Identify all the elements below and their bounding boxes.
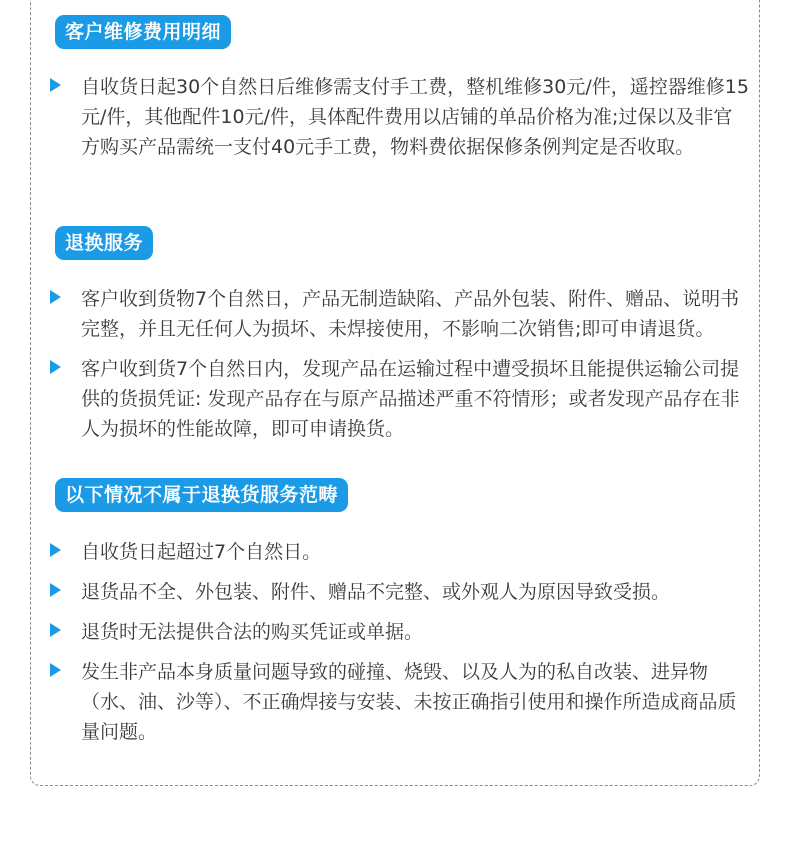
section-title-repair-fees: 客户维修费用明细 bbox=[55, 15, 231, 49]
triangle-right-icon bbox=[50, 360, 61, 374]
triangle-right-icon bbox=[50, 623, 61, 637]
list-item-text: 客户收到货7个自然日内，发现产品在运输过程中遭受损坏且能提供运输公司提供的货损凭证: 发现产品存在与原产品描述严重不符情形；或者发现产品存在非人为损坏的性能故障，即可申请换货。 bbox=[81, 358, 740, 440]
section-title-exclusions: 以下情况不属于退换货服务范畴 bbox=[55, 478, 348, 512]
list-item-text: 自收货日起30个自然日后维修需支付手工费，整机维修30元/件，遥控器维修15元/件，其他配件10元/件，具体配件费用以店铺的单品价格为准;过保以及非官方购买产品需统一支付40元手工费，物料费依据保修条例判定是否收取。 bbox=[81, 76, 749, 158]
list-item bbox=[50, 284, 750, 344]
list-item bbox=[50, 657, 750, 747]
triangle-right-icon bbox=[50, 583, 61, 597]
section-title-return-exchange: 退换服务 bbox=[55, 226, 153, 260]
list-item bbox=[50, 617, 750, 647]
triangle-right-icon bbox=[50, 543, 61, 557]
list-item-text: 自收货日起超过7个自然日。 bbox=[81, 541, 322, 563]
list-item bbox=[50, 537, 750, 567]
list-item-text: 发生非产品本身质量问题导致的碰撞、烧毁、以及人为的私自改装、进异物（水、油、沙等）、不正确焊接与安装、未按正确指引使用和操作所造成商品质量问题。 bbox=[81, 661, 737, 743]
triangle-right-icon bbox=[50, 290, 61, 304]
list-item bbox=[50, 72, 750, 162]
triangle-right-icon bbox=[50, 663, 61, 677]
list-item-text: 客户收到货物7个自然日，产品无制造缺陷、产品外包装、附件、赠品、说明书完整，并且无任何人为损坏、未焊接使用，不影响二次销售;即可申请退货。 bbox=[81, 288, 740, 340]
list-item bbox=[50, 354, 750, 444]
triangle-right-icon bbox=[50, 78, 61, 92]
list-item-text: 退货时无法提供合法的购买凭证或单据。 bbox=[81, 621, 424, 643]
list-item bbox=[50, 577, 750, 607]
list-item-text: 退货品不全、外包装、附件、赠品不完整、或外观人为原因导致受损。 bbox=[81, 581, 671, 603]
